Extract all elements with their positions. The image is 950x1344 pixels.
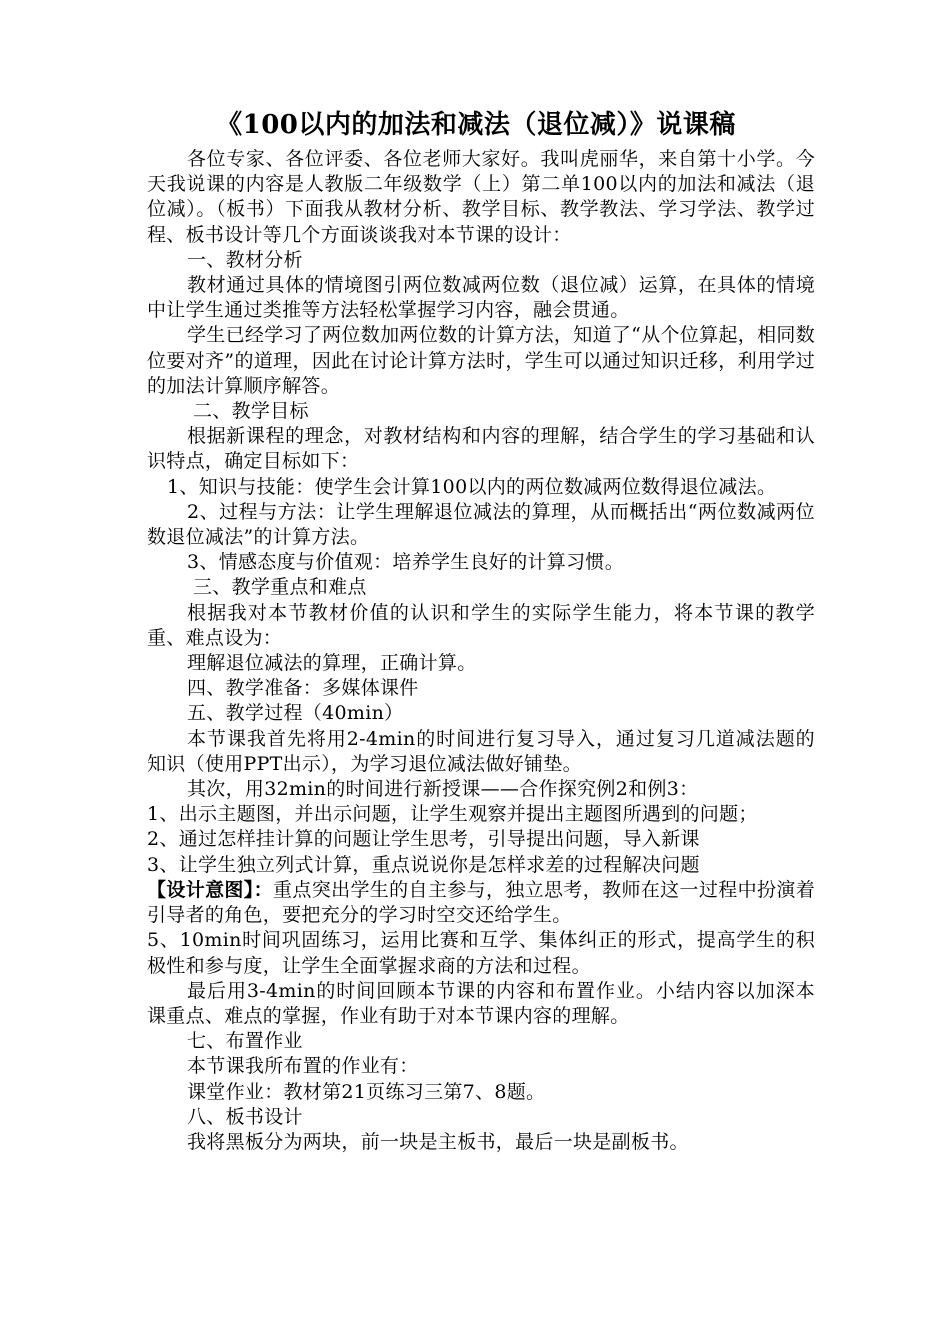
design-intent-label: 【设计意图】： xyxy=(147,878,274,901)
process-step: 1、出示主题图，并出示问题，让学生观察并提出主题图所遇到的问题； xyxy=(147,803,758,826)
section-heading-key-points: 三、教学重点和难点 xyxy=(193,576,367,599)
process-step: 5、10min时间巩固练习，运用比赛和互学、集体纠正的形式，提高学生的积极性和参与度，让学生全面掌握求商的方法和过程。 xyxy=(147,929,815,977)
section-heading-preparation: 四、教学准备：多媒体课件 xyxy=(187,677,419,700)
section-heading-teaching-goals: 二、教学目标 xyxy=(193,400,309,423)
document-title: 《100以内的加法和减法（退位减）》说课稿 xyxy=(216,110,736,140)
paragraph: 本节课我所布置的作业有： xyxy=(187,1055,419,1078)
paragraph: 本节课我首先将用2-4min的时间进行复习导入，通过复习几道减法题的知识（使用PPT出示），为学习退位减法做好铺垫。 xyxy=(147,727,815,775)
design-intent-text: 重点突出学生的自主参与，独立思考，教师在这一过程中扮演着引导者的角色，要把充分的学习时空交还给学生。 xyxy=(147,878,815,927)
paragraph: 最后用3-4min的时间回顾本节课的内容和布置作业。小结内容以加深本课重点、难点的掌握，作业有助于对本节课内容的理解。 xyxy=(147,979,815,1027)
section-heading-textbook-analysis: 一、教材分析 xyxy=(187,248,303,271)
paragraph: 学生已经学习了两位数加两位数的计算方法，知道了“从个位算起，相同数位要对齐”的道理，因此在讨论计算方法时，学生可以通过知识迁移，利用学过的加法计算顺序解答。 xyxy=(147,324,815,397)
paragraph: 根据新课程的理念，对教材结构和内容的理解，结合学生的学习基础和认识特点，确定目标如下： xyxy=(147,425,815,473)
section-heading-homework: 七、布置作业 xyxy=(187,1030,303,1053)
process-step: 3、让学生独立列式计算，重点说说你是怎样求差的过程解决问题 xyxy=(147,853,700,876)
goal-item: 1、知识与技能：使学生会计算100以内的两位数减两位数得退位减法。 xyxy=(167,475,777,498)
goal-item: 2、过程与方法：让学生理解退位减法的算理，从而概括出“两位数减两位数退位减法”的计算方法。 xyxy=(147,500,815,549)
paragraph: 其次，用32min的时间进行新授课——合作探究例2和例3： xyxy=(187,778,699,801)
process-step: 2、通过怎样挂计算的问题让学生思考，引导提出问题，导入新课 xyxy=(147,828,700,851)
document-page xyxy=(147,107,815,1155)
intro-paragraph: 各位专家、各位评委、各位老师大家好。我叫虎丽华，来自第十小学。今天我说课的内容是人教版二年级数学（上）第二单100以内的加法和减法（退位减）。（板书）下面我从教材分析、教学目标、教学教法、学习学法、教学过程、板书设计等几个方面谈谈我对本节课的设计： xyxy=(147,148,815,246)
paragraph: 教材通过具体的情境图引两位数减两位数（退位减）运算，在具体的情境中让学生通过类推等方法轻松掌握学习内容，融会贯通。 xyxy=(147,274,815,322)
section-heading-board-design: 八、板书设计 xyxy=(187,1105,303,1128)
section-heading-process: 五、教学过程（40min） xyxy=(187,702,404,725)
paragraph: 根据我对本节教材价值的认识和学生的实际学生能力，将本节课的教学重、难点设为： xyxy=(147,601,815,649)
paragraph: 我将黑板分为两块，前一块是主板书，最后一块是副板书。 xyxy=(187,1130,689,1153)
paragraph: 理解退位减法的算理，正确计算。 xyxy=(187,652,477,675)
design-intent-paragraph xyxy=(147,878,815,928)
goal-item: 3、情感态度与价值观：培养学生良好的计算习惯。 xyxy=(187,551,624,574)
paragraph: 课堂作业：教材第21页练习三第7、8题。 xyxy=(187,1080,546,1103)
